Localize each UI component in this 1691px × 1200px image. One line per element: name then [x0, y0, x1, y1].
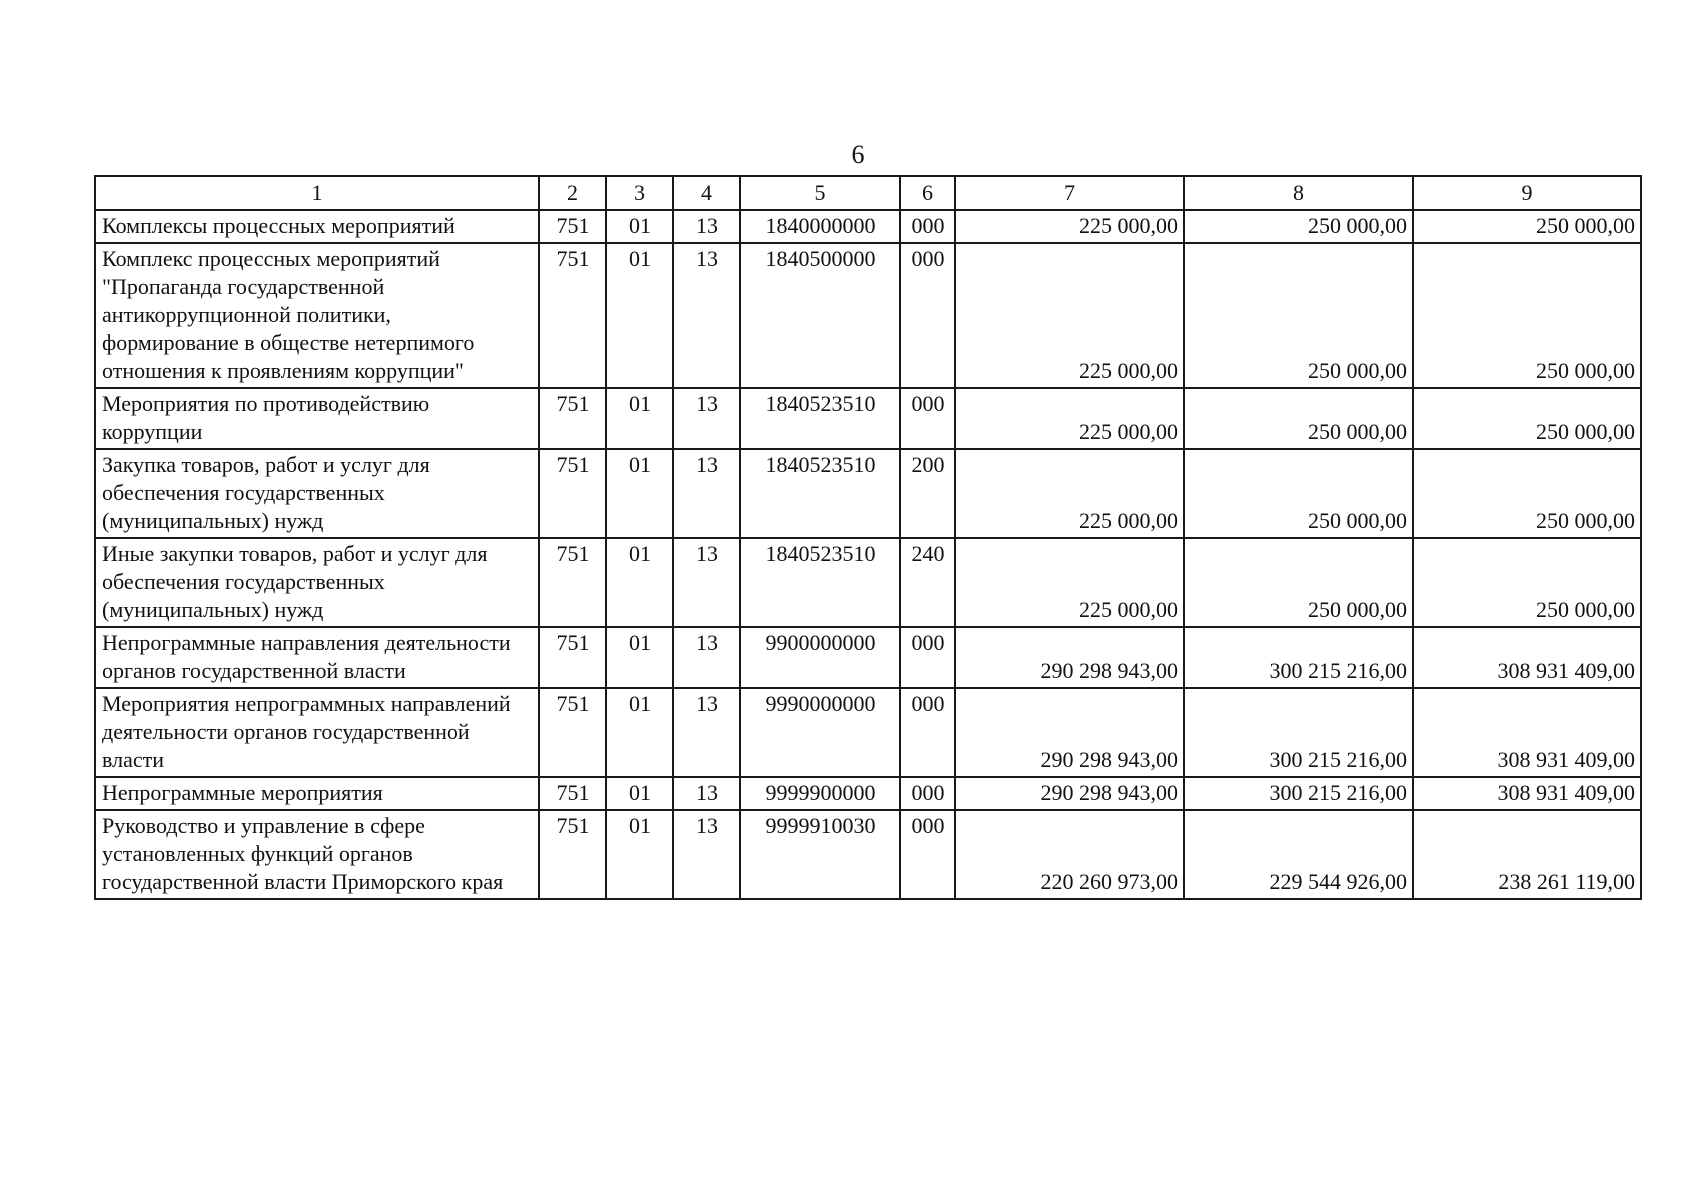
- target-article-code: 1840500000: [740, 243, 900, 388]
- amount-col7: 290 298 943,00: [955, 688, 1184, 777]
- row-name: Комплексы процессных мероприятий: [95, 210, 539, 243]
- expense-type-code: 000: [900, 243, 955, 388]
- target-article-code: 1840523510: [740, 538, 900, 627]
- row-name: Закупка товаров, работ и услуг для обеспечения государственных (муниципальных) нужд: [95, 449, 539, 538]
- budget-table: [94, 175, 1642, 900]
- column-header: 5: [740, 176, 900, 210]
- target-article-code: 9990000000: [740, 688, 900, 777]
- table-row: [95, 243, 1641, 388]
- amount-col8: 250 000,00: [1184, 210, 1413, 243]
- subsection-code: 13: [673, 810, 740, 899]
- amount-col7: 290 298 943,00: [955, 627, 1184, 688]
- amount-col9: 250 000,00: [1413, 449, 1641, 538]
- target-article-code: 9999910030: [740, 810, 900, 899]
- amount-col8: 250 000,00: [1184, 243, 1413, 388]
- row-name: Непрограммные мероприятия: [95, 777, 539, 810]
- column-header: 1: [95, 176, 539, 210]
- amount-col7: 225 000,00: [955, 449, 1184, 538]
- section-code: 01: [606, 777, 673, 810]
- department-code: 751: [539, 627, 606, 688]
- section-code: 01: [606, 688, 673, 777]
- column-header: 3: [606, 176, 673, 210]
- amount-col7: 225 000,00: [955, 243, 1184, 388]
- amount-col9: 250 000,00: [1413, 538, 1641, 627]
- table-row: [95, 688, 1641, 777]
- amount-col9: 308 931 409,00: [1413, 688, 1641, 777]
- row-name: Комплекс процессных мероприятий "Пропаганда государственной антикоррупционной политики, формирование в обществе нетерпимого отношения к проявлениям коррупции": [95, 243, 539, 388]
- amount-col8: 250 000,00: [1184, 449, 1413, 538]
- subsection-code: 13: [673, 777, 740, 810]
- table-header: [95, 176, 1641, 210]
- subsection-code: 13: [673, 388, 740, 449]
- target-article-code: 1840523510: [740, 388, 900, 449]
- amount-col7: 220 260 973,00: [955, 810, 1184, 899]
- table-body: [95, 210, 1641, 899]
- column-header: 6: [900, 176, 955, 210]
- subsection-code: 13: [673, 449, 740, 538]
- amount-col9: 250 000,00: [1413, 210, 1641, 243]
- table-row: [95, 627, 1641, 688]
- section-code: 01: [606, 449, 673, 538]
- section-code: 01: [606, 810, 673, 899]
- target-article-code: 9900000000: [740, 627, 900, 688]
- table-row: [95, 810, 1641, 899]
- subsection-code: 13: [673, 627, 740, 688]
- target-article-code: 1840523510: [740, 449, 900, 538]
- expense-type-code: 000: [900, 688, 955, 777]
- amount-col7: 225 000,00: [955, 210, 1184, 243]
- department-code: 751: [539, 538, 606, 627]
- amount-col9: 308 931 409,00: [1413, 777, 1641, 810]
- amount-col7: 290 298 943,00: [955, 777, 1184, 810]
- department-code: 751: [539, 688, 606, 777]
- amount-col9: 238 261 119,00: [1413, 810, 1641, 899]
- amount-col8: 300 215 216,00: [1184, 688, 1413, 777]
- expense-type-code: 200: [900, 449, 955, 538]
- amount-col9: 250 000,00: [1413, 388, 1641, 449]
- row-name: Иные закупки товаров, работ и услуг для обеспечения государственных (муниципальных) нужд: [95, 538, 539, 627]
- amount-col9: 250 000,00: [1413, 243, 1641, 388]
- department-code: 751: [539, 449, 606, 538]
- table-row: [95, 449, 1641, 538]
- amount-col8: 250 000,00: [1184, 538, 1413, 627]
- department-code: 751: [539, 243, 606, 388]
- column-header: 8: [1184, 176, 1413, 210]
- target-article-code: 1840000000: [740, 210, 900, 243]
- header-row: [95, 176, 1641, 210]
- table-row: [95, 538, 1641, 627]
- section-code: 01: [606, 243, 673, 388]
- table-row: [95, 210, 1641, 243]
- section-code: 01: [606, 627, 673, 688]
- amount-col7: 225 000,00: [955, 388, 1184, 449]
- expense-type-code: 240: [900, 538, 955, 627]
- expense-type-code: 000: [900, 388, 955, 449]
- department-code: 751: [539, 810, 606, 899]
- page-number: 6: [851, 140, 865, 169]
- amount-col8: 300 215 216,00: [1184, 777, 1413, 810]
- section-code: 01: [606, 388, 673, 449]
- expense-type-code: 000: [900, 777, 955, 810]
- amount-col8: 300 215 216,00: [1184, 627, 1413, 688]
- department-code: 751: [539, 388, 606, 449]
- expense-type-code: 000: [900, 810, 955, 899]
- amount-col9: 308 931 409,00: [1413, 627, 1641, 688]
- subsection-code: 13: [673, 210, 740, 243]
- row-name: Мероприятия по противодействию коррупции: [95, 388, 539, 449]
- subsection-code: 13: [673, 243, 740, 388]
- department-code: 751: [539, 210, 606, 243]
- amount-col8: 229 544 926,00: [1184, 810, 1413, 899]
- expense-type-code: 000: [900, 627, 955, 688]
- column-header: 9: [1413, 176, 1641, 210]
- amount-col8: 250 000,00: [1184, 388, 1413, 449]
- target-article-code: 9999900000: [740, 777, 900, 810]
- department-code: 751: [539, 777, 606, 810]
- column-header: 7: [955, 176, 1184, 210]
- column-header: 4: [673, 176, 740, 210]
- row-name: Непрограммные направления деятельности органов государственной власти: [95, 627, 539, 688]
- column-header: 2: [539, 176, 606, 210]
- section-code: 01: [606, 538, 673, 627]
- amount-col7: 225 000,00: [955, 538, 1184, 627]
- table-row: [95, 777, 1641, 810]
- subsection-code: 13: [673, 688, 740, 777]
- row-name: Мероприятия непрограммных направлений деятельности органов государственной власти: [95, 688, 539, 777]
- row-name: Руководство и управление в сфере установленных функций органов государственной власти Приморского края: [95, 810, 539, 899]
- table-row: [95, 388, 1641, 449]
- expense-type-code: 000: [900, 210, 955, 243]
- section-code: 01: [606, 210, 673, 243]
- subsection-code: 13: [673, 538, 740, 627]
